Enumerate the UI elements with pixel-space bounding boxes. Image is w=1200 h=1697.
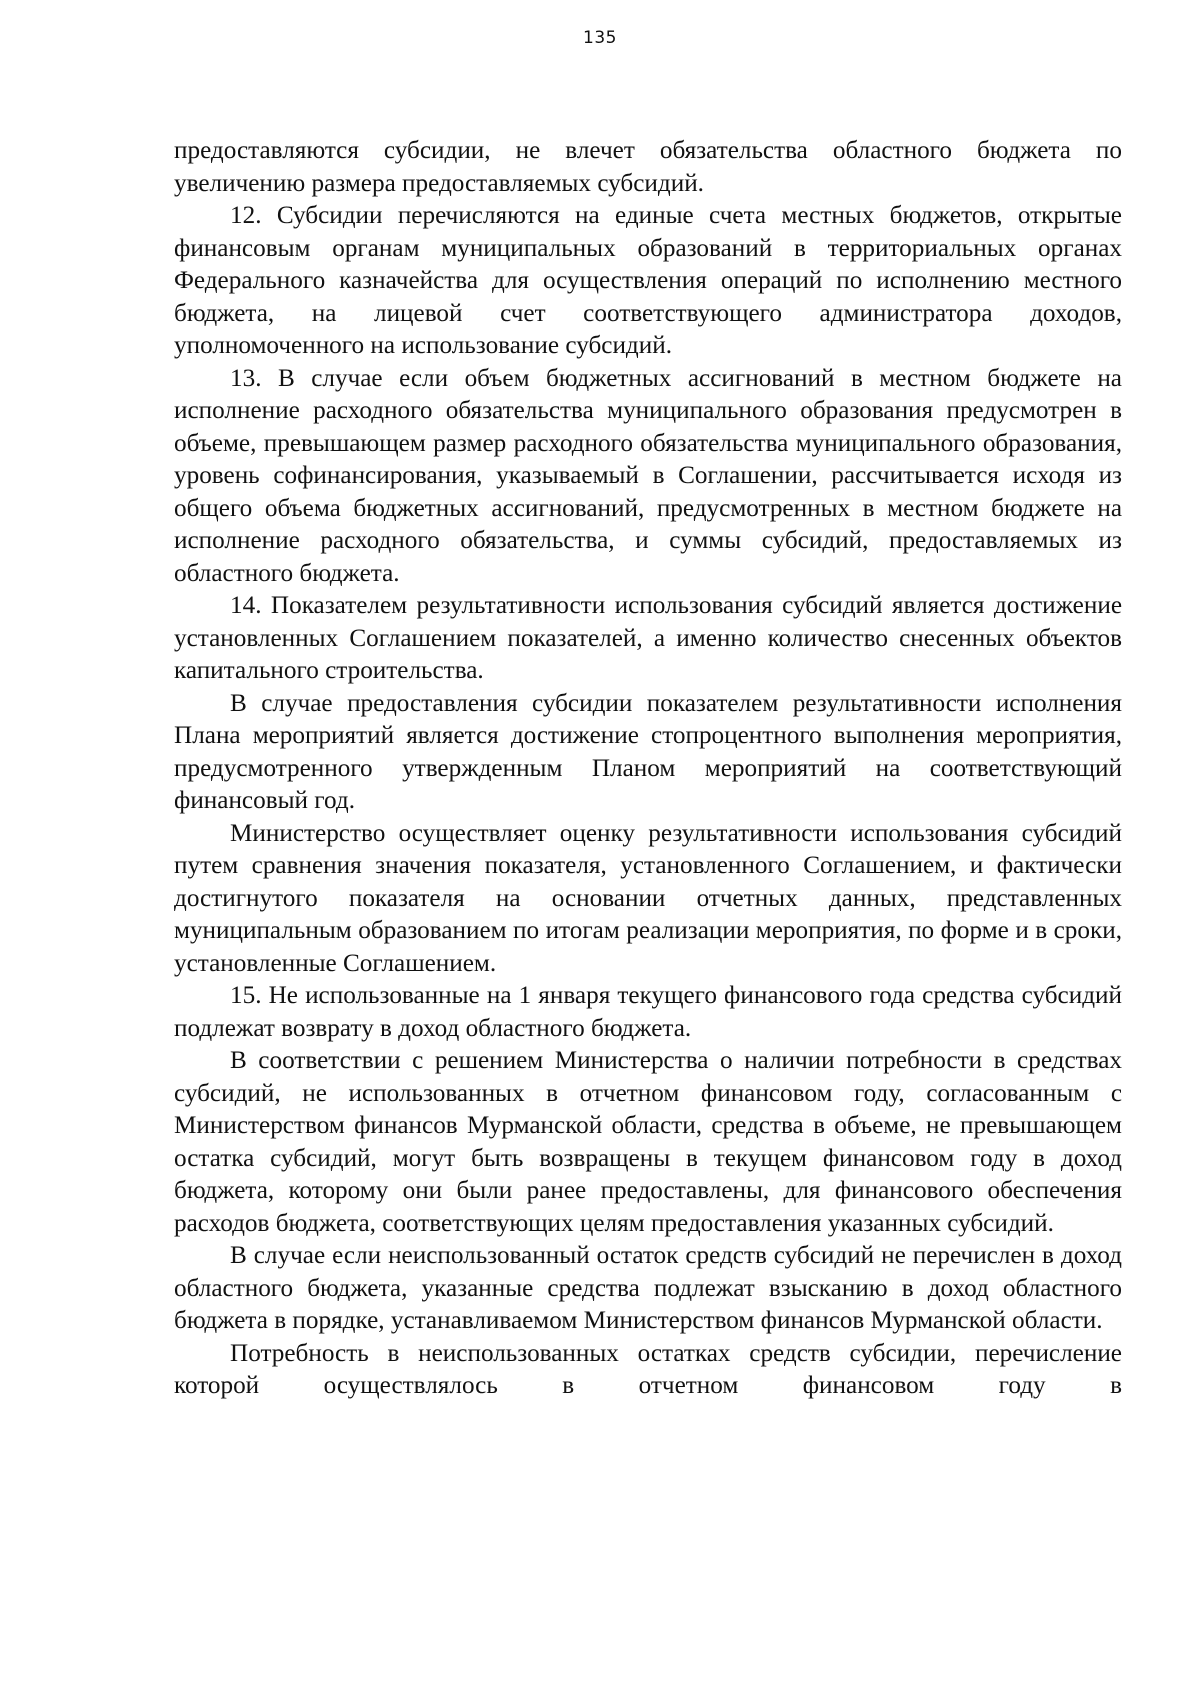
paragraph-item-12: 12. Субсидии перечисляются на единые счета местных бюджетов, открытые финансовым органам муниципальных образований в территориальных органах Федерального казначейства для осуществления операций по исполнению местного бюджета, на лицевой счет соответствующего администратора доходов, уполномоченного на использование субсидий. <box>174 202 1122 359</box>
paragraph-return-of-funds: В соответствии с решением Министерства о наличии потребности в средствах субсидий, не использованных в отчетном финансовом году, согласованным с Министерством финансов Мурманской области, средства в объеме, не превышающем остатка субсидий, могут быть возвращены в текущем финансовом году в доход бюджета, которому они были ранее предоставлены, для финансового обеспечения расходов бюджета, соответствующих целям предоставления указанных субсидий. <box>174 1047 1122 1237</box>
paragraph-item-15: 15. Не использованные на 1 января текущего финансового года средства субсидий подлежат возврату в доход областного бюджета. <box>174 982 1122 1042</box>
page-number: 135 <box>583 28 617 48</box>
paragraph-ministry-assessment: Министерство осуществляет оценку результативности использования субсидий путем сравнения значения показателя, установленного Соглашением, и фактически достигнутого показателя на основании отчетных данных, представленных муниципальным образованием по итогам реализации мероприятия, по форме и в сроки, установленные Соглашением. <box>174 819 1122 977</box>
paragraph-plan-indicator: В случае предоставления субсидии показателем результативности исполнения Плана мероприятий является достижение стопроцентного выполнения мероприятия, предусмотренного утвержденным Планом мероприятий на соответствующий финансовый год. <box>174 689 1122 814</box>
paragraph-item-14: 14. Показателем результативности использования субсидий является достижение установленных Соглашением показателей, а именно количество снесенных объектов капитального строительства. <box>174 592 1122 684</box>
paragraph-item-13: 13. В случае если объем бюджетных ассигнований в местном бюджете на исполнение расходного обязательства муниципального образования предусмотрен в объеме, превышающем размер расходного обязательства муниципального образования, уровень софинансирования, указываемый в Соглашении, рассчитывается исходя из общего объема бюджетных ассигнований, предусмотренных в местном бюджете на исполнение расходного обязательства, и суммы субсидий, предоставляемых из областного бюджета. <box>174 364 1122 587</box>
document-body <box>174 135 1122 1403</box>
paragraph-unused-balance-need: Потребность в неиспользованных остатках средств субсидии, перечисление которой осуществлялось в отчетном финансовом году в <box>174 1339 1122 1399</box>
paragraph-continuation: предоставляются субсидии, не влечет обязательства областного бюджета по увеличению размера предоставляемых субсидий. <box>174 137 1122 197</box>
paragraph-recovery-of-funds: В случае если неиспользованный остаток средств субсидий не перечислен в доход областного бюджета, указанные средства подлежат взысканию в доход областного бюджета в порядке, устанавливаемом Министерством финансов Мурманской области. <box>174 1242 1122 1334</box>
